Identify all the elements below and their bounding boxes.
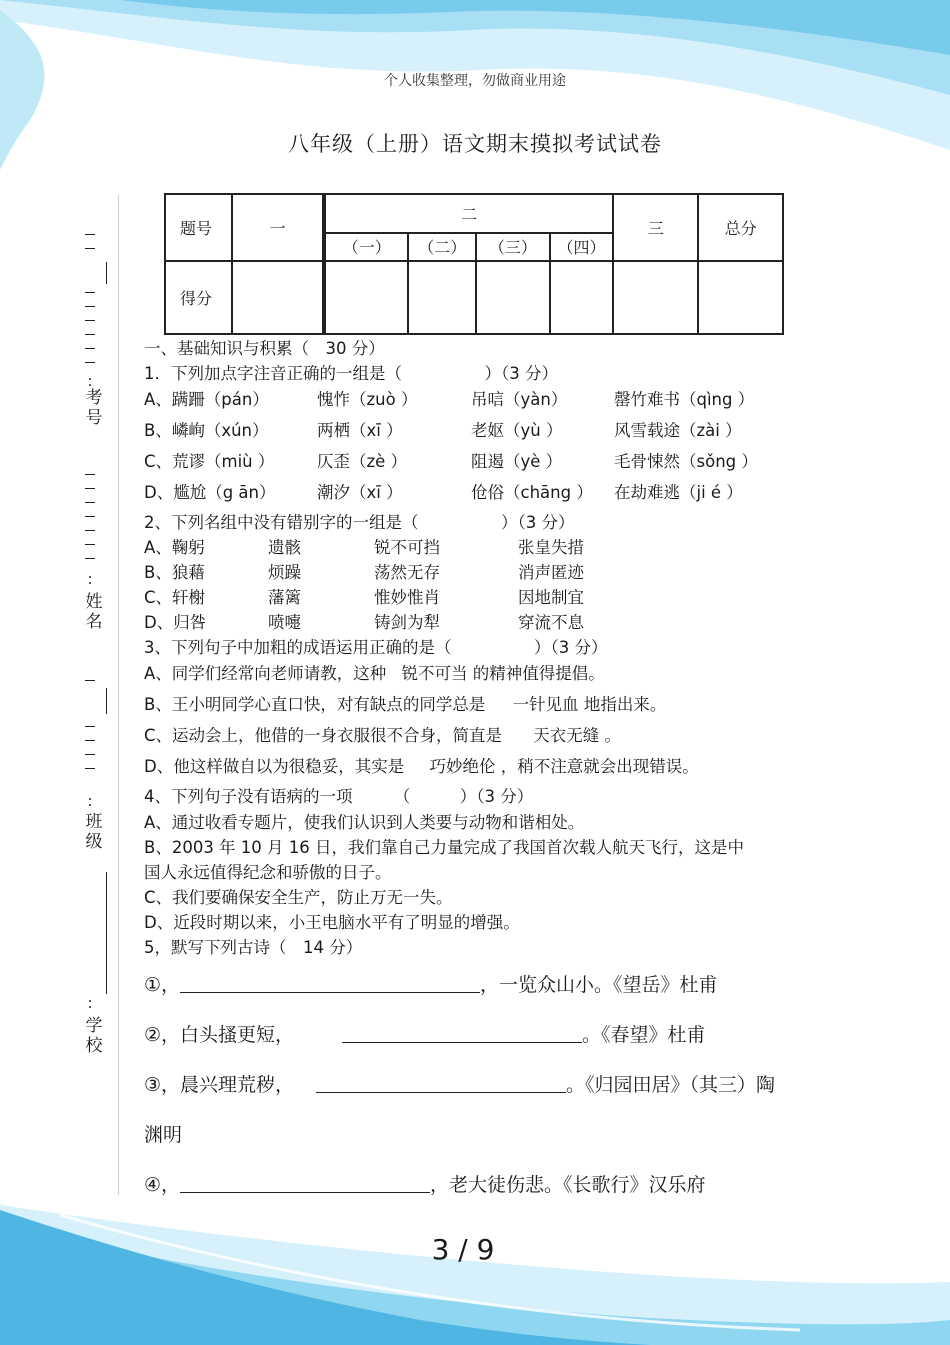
q1-option-a-4: 罄竹难书（qìng ）	[614, 390, 755, 409]
q1-stem: 1．下列加点字注音正确的一组是（ ）（3 分）	[144, 364, 558, 383]
q4-option-c: C、我们要确保安全生产，防止万无一失。	[144, 888, 453, 907]
binding-label-name: 姓名	[85, 592, 103, 632]
binding-label-class: 班级	[85, 812, 103, 852]
q1-option-c-2: 仄歪（zè ）	[317, 452, 408, 471]
q5-line-1	[144, 972, 718, 998]
q1-option-d-1: D、尴尬（g ān）	[144, 483, 276, 502]
binding-dash	[85, 768, 95, 769]
q3-c-text-end: 。	[604, 726, 622, 745]
q2-option-d-2: 喷嚏	[268, 613, 301, 632]
q1-option-d-4: 在劫难逃（ji é ）	[614, 483, 743, 502]
score-cell-part3[interactable]	[613, 261, 698, 334]
binding-dash	[85, 544, 95, 545]
q1-option-b-2: 两栖（xī ）	[317, 421, 403, 440]
score-subheader-4: （四）	[550, 233, 614, 261]
binding-colon: :	[87, 994, 93, 1012]
q2-option-d-4: 穿流不息	[518, 613, 584, 632]
score-subheader-1: （一）	[324, 233, 408, 261]
q3-a-text: A、同学们经常向老师请教，这种	[144, 664, 387, 683]
score-cell-sub4[interactable]	[550, 261, 614, 334]
q5-line-4-prefix: ④，	[144, 1174, 181, 1196]
q3-c-idiom: 天衣无缝	[533, 726, 600, 745]
binding-dash	[85, 334, 95, 335]
q2-option-a-2: 遗骸	[268, 538, 301, 557]
binding-dash	[85, 558, 95, 559]
q1-option-a-2: 愧怍（zuò ）	[317, 390, 418, 409]
q4-option-d: D、近段时期以来，小王电脑水平有了明显的增强。	[144, 913, 520, 932]
score-cell-sub1[interactable]	[324, 261, 408, 334]
q2-option-c-3: 惟妙惟肖	[374, 588, 440, 607]
binding-label-exam-no: 考号	[85, 388, 103, 428]
q5-blank-1[interactable]	[180, 972, 480, 993]
binding-dash	[85, 530, 95, 531]
q1-option-d-3: 伧俗（chāng ）	[471, 483, 593, 502]
q3-d-idiom: 巧妙绝伦	[429, 757, 496, 776]
q1-option-a-3: 吊唁（yàn）	[471, 390, 568, 409]
q3-a-text-end: 的精神值得提倡。	[472, 664, 605, 683]
score-cell-sub3[interactable]	[476, 261, 550, 334]
score-header-part2: 二	[324, 194, 613, 233]
q3-b-text-end: 地指出来。	[583, 695, 667, 714]
score-cell-total[interactable]	[698, 261, 783, 334]
q1-option-c-4: 毛骨悚然（sǒng ）	[614, 452, 758, 471]
q3-c-text: C、运动会上，他借的一身衣服很不合身，简直是	[144, 726, 503, 745]
q2-stem: 2、下列名组中没有错别字的一组是（ ）（3 分）	[144, 513, 575, 532]
q3-b-idiom: 一针见血	[512, 695, 579, 714]
q1-option-c-3: 阻遏（yè ）	[471, 452, 563, 471]
binding-line	[106, 262, 107, 284]
score-header-qno: 题号	[165, 194, 232, 261]
q3-b-text: B、王小明同学心直口快，对有缺点的同学总是	[144, 695, 486, 714]
q3-d-text: D、他这样做自以为很稳妥，其实是	[144, 757, 405, 776]
q5-line-3-continuation: 渊明	[144, 1124, 183, 1146]
section-heading: 一、基础知识与积累（ 30 分）	[144, 339, 385, 358]
binding-dash	[85, 502, 95, 503]
q3-stem: 3、下列句子中加粗的成语运用正确的是（ ）（3 分）	[144, 638, 608, 657]
binding-colon: :	[87, 792, 93, 810]
binding-colon: :	[87, 570, 93, 588]
binding-label-school: 学校	[85, 1016, 103, 1056]
q2-option-b-3: 荡然无存	[374, 563, 440, 582]
q5-blank-3[interactable]	[316, 1072, 566, 1093]
score-header-total: 总分	[698, 194, 783, 261]
q2-option-a-3: 锐不可挡	[374, 538, 440, 557]
binding-colon: :	[87, 372, 93, 390]
q5-line-3	[144, 1072, 775, 1098]
q1-option-c-1: C、荒谬（miù ）	[144, 452, 275, 471]
q2-option-a-4: 张皇失措	[518, 538, 584, 557]
q5-blank-2[interactable]	[342, 1022, 582, 1043]
q2-option-b-2: 烦躁	[268, 563, 301, 582]
q5-line-2-prefix: ②，白头搔更短，	[144, 1024, 295, 1046]
binding-dash	[85, 680, 95, 681]
binding-dash	[85, 320, 95, 321]
binding-dash	[85, 248, 95, 249]
q1-option-a-1: A、蹒跚（pán）	[144, 390, 269, 409]
margin-rule	[118, 195, 119, 1195]
q5-line-2-suffix: 。《春望》杜甫	[582, 1024, 706, 1046]
q1-option-d-2: 潮汐（xī ）	[317, 483, 403, 502]
q5-line-3-suffix: 。《归园田居》（其三）陶	[566, 1074, 776, 1096]
binding-dash	[85, 516, 95, 517]
binding-line	[106, 688, 107, 714]
score-table	[164, 193, 784, 335]
q3-option-d	[144, 756, 699, 778]
binding-dash	[85, 306, 95, 307]
q3-d-text-end: ，稍不注意就会出现错误。	[500, 757, 699, 776]
q5-blank-4[interactable]	[180, 1172, 430, 1193]
score-header-part1: 一	[232, 194, 324, 261]
score-cell-part1[interactable]	[232, 261, 324, 334]
binding-dash	[85, 754, 95, 755]
q5-line-4	[144, 1172, 706, 1198]
q2-option-d-3: 铸剑为犁	[374, 613, 440, 632]
q4-stem: 4、下列句子没有语病的一项 （ ）（3 分）	[144, 787, 534, 806]
score-cell-sub2[interactable]	[408, 261, 476, 334]
page-number: 3 / 9	[431, 1233, 495, 1266]
q2-option-b-1: B、狼藉	[144, 563, 205, 582]
q5-line-1-suffix: ，一览众山小。《望岳》杜甫	[480, 974, 718, 996]
q2-option-c-4: 因地制宜	[518, 588, 584, 607]
q1-option-b-4: 风雪载途（zài ）	[614, 421, 742, 440]
q3-option-b	[144, 694, 666, 716]
q1-option-b-3: 老妪（yù ）	[471, 421, 563, 440]
score-subheader-3: （三）	[476, 233, 550, 261]
q5-line-4-suffix: ，老大徒伤悲。《长歌行》汉乐府	[430, 1174, 706, 1196]
q1-option-b-1: B、嶙峋（xún）	[144, 421, 269, 440]
score-subheader-2: （二）	[408, 233, 476, 261]
binding-dash	[85, 488, 95, 489]
q2-option-c-1: C、轩榭	[144, 588, 206, 607]
q4-option-b-line1: B、2003 年 10 月 16 日，我们靠自己力量完成了我国首次载人航天飞行，这是中	[144, 838, 745, 857]
binding-dash	[85, 348, 95, 349]
binding-dash	[85, 474, 95, 475]
q3-a-idiom: 锐不可当	[401, 664, 468, 683]
exam-title: 八年级（上册）语文期末摸拟考试试卷	[288, 132, 662, 156]
binding-dash	[85, 292, 95, 293]
q3-option-c	[144, 725, 621, 747]
binding-dash	[85, 740, 95, 741]
q3-option-a	[144, 663, 605, 685]
q4-option-b-line2: 国人永远值得纪念和骄傲的日子。	[144, 863, 392, 882]
watermark-text: 个人收集整理，勿做商业用途	[384, 73, 566, 89]
q5-line-3-prefix: ③，晨兴理荒秽，	[144, 1074, 295, 1096]
score-row-label: 得分	[165, 261, 232, 334]
q2-option-b-4: 消声匿迹	[518, 563, 584, 582]
binding-line	[106, 872, 107, 994]
q5-line-1-prefix: ①，	[144, 974, 181, 996]
q2-option-c-2: 藩篱	[268, 588, 301, 607]
binding-dash	[85, 234, 95, 235]
q2-option-a-1: A、鞠躬	[144, 538, 205, 557]
q5-stem: 5，默写下列古诗（ 14 分）	[144, 938, 363, 957]
q4-option-a: A、通过收看专题片，使我们认识到人类要与动物和谐相处。	[144, 813, 585, 832]
q2-option-d-1: D、归咎	[144, 613, 207, 632]
binding-dash	[85, 726, 95, 727]
q5-line-2	[144, 1022, 706, 1048]
score-header-part3: 三	[613, 194, 698, 261]
binding-dash	[85, 362, 95, 363]
